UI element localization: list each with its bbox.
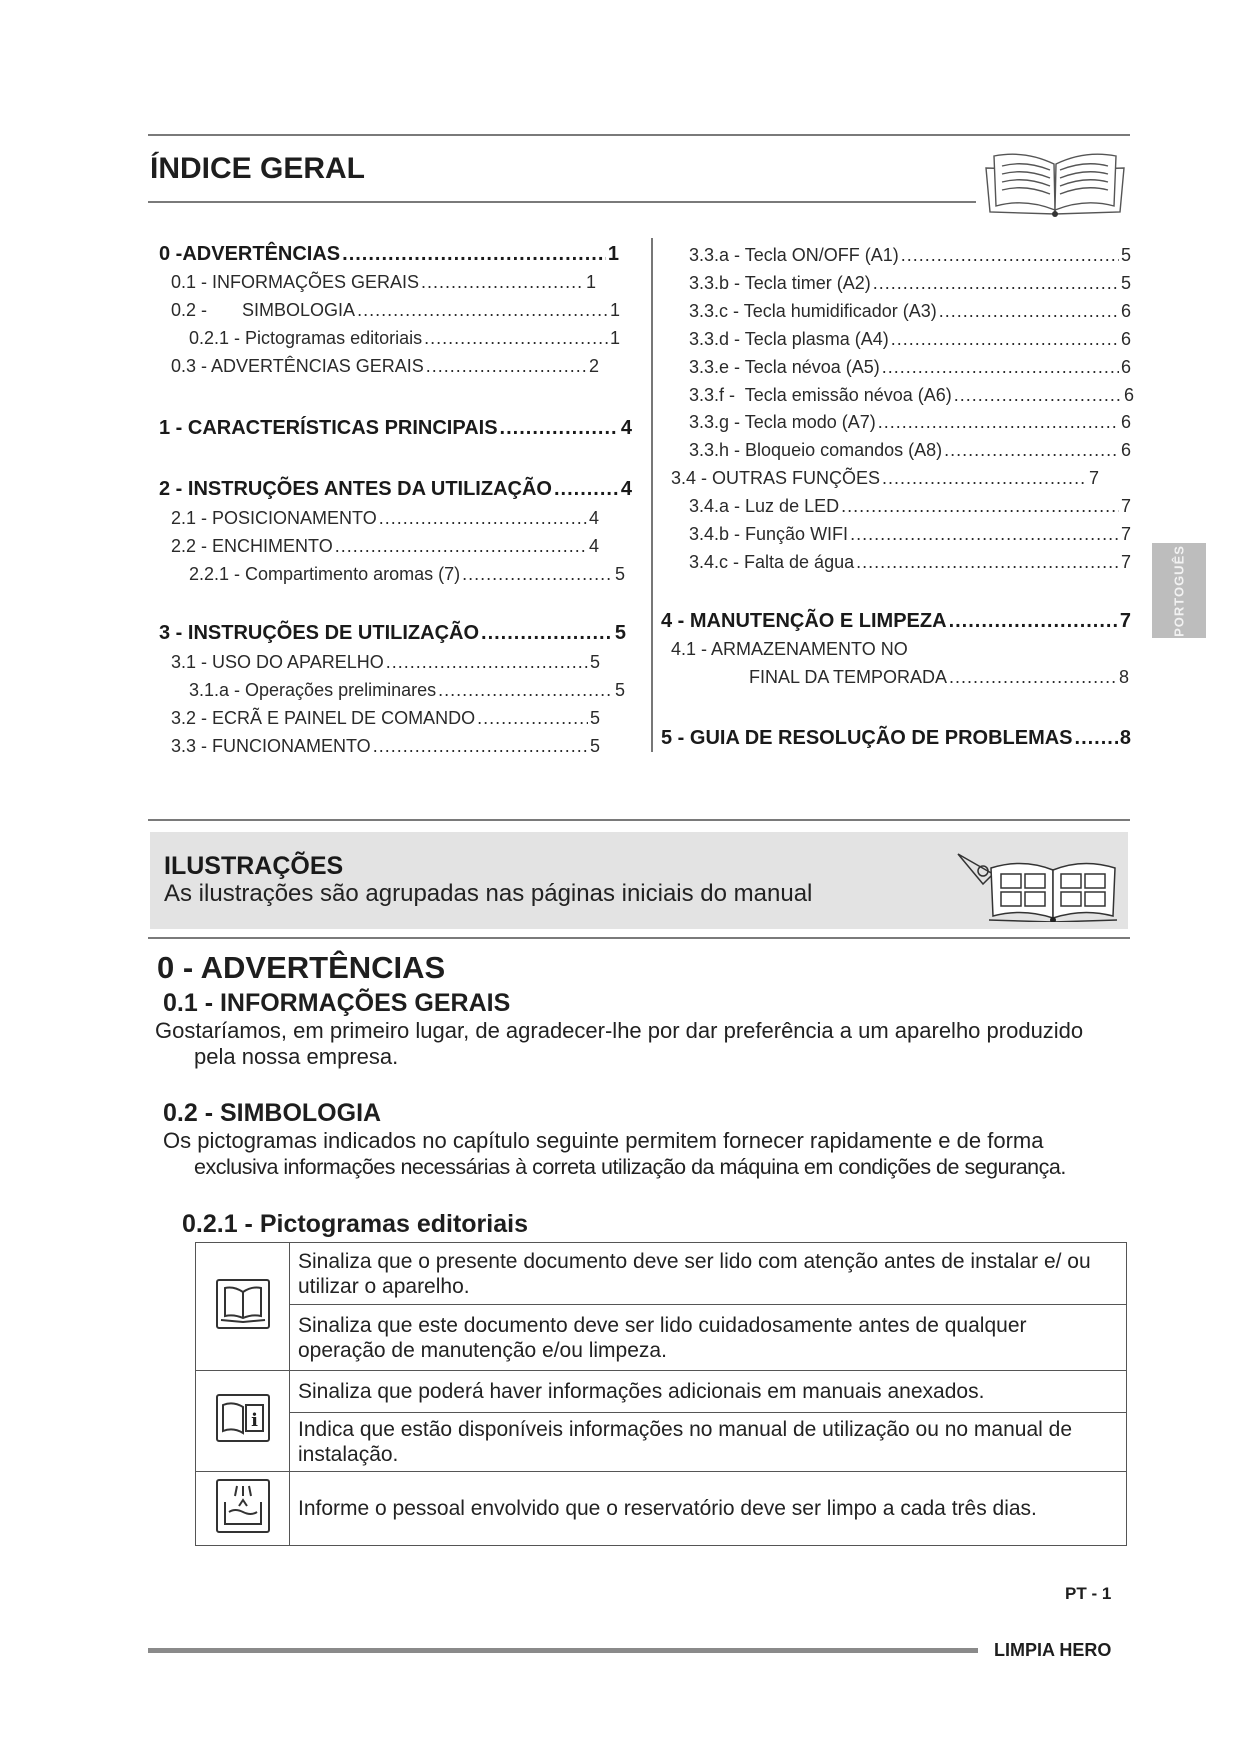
toc-entry[interactable]: 3.1 - USO DO APARELHO ..... 5 (171, 652, 600, 673)
illustrations-text: As ilustrações são agrupadas nas páginas iniciais do manual (164, 880, 813, 907)
toc-entry[interactable]: 3.4.b - Função WIFI ..... 7 (689, 524, 1131, 545)
toc-entry[interactable]: 3.3.h - Bloqueio comandos (A8) ..... 6 (689, 440, 1131, 461)
open-book-icon (980, 148, 1130, 218)
language-tab[interactable]: PORTOGUÊS (1152, 543, 1206, 638)
toc-entry[interactable]: 3.3.f - Tecla emissão névoa (A6) ..... 6 (689, 385, 1134, 406)
toc-entry[interactable]: 2 - INSTRUÇÕES ANTES DA UTILIZAÇÃO ..... 4 (159, 478, 632, 501)
toc-entry[interactable]: 2.2.1 - Compartimento aromas (7) ..... 5 (189, 564, 625, 585)
toc-entry[interactable]: 3.3.c - Tecla humidificador (A3) ..... 6 (689, 301, 1131, 322)
svg-text:i: i (250, 1410, 258, 1431)
footer-rule (148, 1648, 978, 1653)
illustrations-bottom-rule (148, 937, 1130, 939)
pictogram-cell (196, 1243, 290, 1371)
illustrations-top-rule (148, 819, 1130, 821)
toc-entry[interactable]: 3.3 - FUNCIONAMENTO ..... 5 (171, 736, 600, 757)
pictogram-cell (196, 1472, 290, 1546)
pictogram-cell (196, 1371, 290, 1472)
paragraph-line: Gostaríamos, em primeiro lugar, de agradecer-lhe por dar preferência a um aparelho produzido (155, 1018, 1084, 1043)
toc-entry[interactable]: 4 - MANUTENÇÃO E LIMPEZA ..... 7 (661, 610, 1131, 633)
subsection-heading: 0.2 - SIMBOLOGIA (163, 1099, 382, 1127)
pictogram-description: Informe o pessoal envolvido que o reservatório deve ser limpo a cada três dias. (290, 1472, 1127, 1546)
toc-entry[interactable]: 3.3.e - Tecla névoa (A5) ..... 6 (689, 357, 1131, 378)
reservoir-cleaning-icon (213, 1476, 273, 1536)
info-manual-icon (213, 1391, 273, 1445)
column-divider (651, 238, 653, 752)
toc-entry[interactable]: 3.3.b - Tecla timer (A2) ..... 5 (689, 273, 1131, 294)
subsection-heading: 0.1 - INFORMAÇÕES GERAIS (163, 989, 511, 1017)
toc-entry[interactable]: 0.2 - SIMBOLOGIA ..... 1 (171, 300, 620, 321)
title-underline (148, 201, 976, 203)
toc-entry[interactable]: 0.2.1 - Pictogramas editoriais ..... 1 (189, 328, 620, 349)
pictogram-description: Sinaliza que este documento deve ser lido cuidadosamente antes de qualquer operação de manutenção e/ou limpeza. (290, 1305, 1127, 1371)
toc-entry[interactable]: 3.3.g - Tecla modo (A7) ..... 6 (689, 412, 1131, 433)
section-heading: 0 - ADVERTÊNCIAS (157, 950, 446, 985)
toc-entry[interactable]: 3.4 - OUTRAS FUNÇÕES ..... 7 (671, 468, 1099, 489)
page-title: ÍNDICE GERAL (150, 152, 366, 185)
paragraph-line: pela nossa empresa. (194, 1044, 399, 1069)
pictogram-description: Indica que estão disponíveis informações no manual de utilização ou no manual de instalação. (290, 1413, 1127, 1472)
illustrated-book-icon (953, 844, 1123, 922)
toc-entry[interactable]: 2.2 - ENCHIMENTO ..... 4 (171, 536, 599, 557)
toc-entry[interactable]: 3 - INSTRUÇÕES DE UTILIZAÇÃO ..... 5 (159, 622, 626, 645)
paragraph-line: exclusiva informações necessárias à correta utilização da máquina em condições de segurança. (194, 1155, 1066, 1179)
toc-entry[interactable]: 3.2 - ECRÃ E PAINEL DE COMANDO ..... 5 (171, 708, 600, 729)
product-name: LIMPIA HERO (994, 1640, 1112, 1660)
toc-entry[interactable]: 3.3.d - Tecla plasma (A4) ..... 6 (689, 329, 1131, 350)
toc-entry[interactable]: 3.3.a - Tecla ON/OFF (A1) ..... 5 (689, 245, 1131, 266)
toc-entry[interactable]: 2.1 - POSICIONAMENTO ..... 4 (171, 508, 599, 529)
subsection-heading: 0.2.1 - Pictogramas editoriais (182, 1210, 528, 1238)
illustrations-title: ILUSTRAÇÕES (164, 852, 344, 880)
toc-entry[interactable]: 0.3 - ADVERTÊNCIAS GERAIS ..... 2 (171, 356, 599, 377)
paragraph-line: Os pictogramas indicados no capítulo seguinte permitem fornecer rapidamente e de forma (163, 1128, 1044, 1153)
toc-entry[interactable]: 3.4.c - Falta de água ..... 7 (689, 552, 1131, 573)
toc-entry[interactable]: 1 - CARACTERÍSTICAS PRINCIPAIS ..... 4 (159, 417, 632, 440)
toc-entry[interactable]: 0.1 - INFORMAÇÕES GERAIS ..... 1 (171, 272, 596, 293)
illustrations-banner (150, 832, 1128, 929)
toc-entry[interactable]: FINAL DA TEMPORADA ..... 8 (749, 667, 1129, 688)
toc-entry[interactable]: 5 - GUIA DE RESOLUÇÃO DE PROBLEMAS ..... 8 (661, 727, 1131, 750)
toc-entry[interactable]: 0 -ADVERTÊNCIAS ..... 1 (159, 243, 619, 266)
page-number: PT - 1 (1065, 1584, 1112, 1603)
top-rule (148, 134, 1130, 136)
pictogram-description: Sinaliza que poderá haver informações adicionais em manuais anexados. (290, 1371, 1127, 1413)
toc-entry[interactable]: 4.1 - ARMAZENAMENTO NO (671, 639, 908, 659)
toc-entry[interactable]: 3.4.a - Luz de LED ..... 7 (689, 496, 1131, 517)
pictogram-description: Sinaliza que o presente documento deve ser lido com atenção antes de instalar e/ ou utilizar o aparelho. (290, 1243, 1127, 1305)
read-manual-book-icon (213, 1276, 273, 1332)
pictogram-table (195, 1242, 1127, 1546)
toc-entry[interactable]: 3.1.a - Operações preliminares ..... 5 (189, 680, 625, 701)
